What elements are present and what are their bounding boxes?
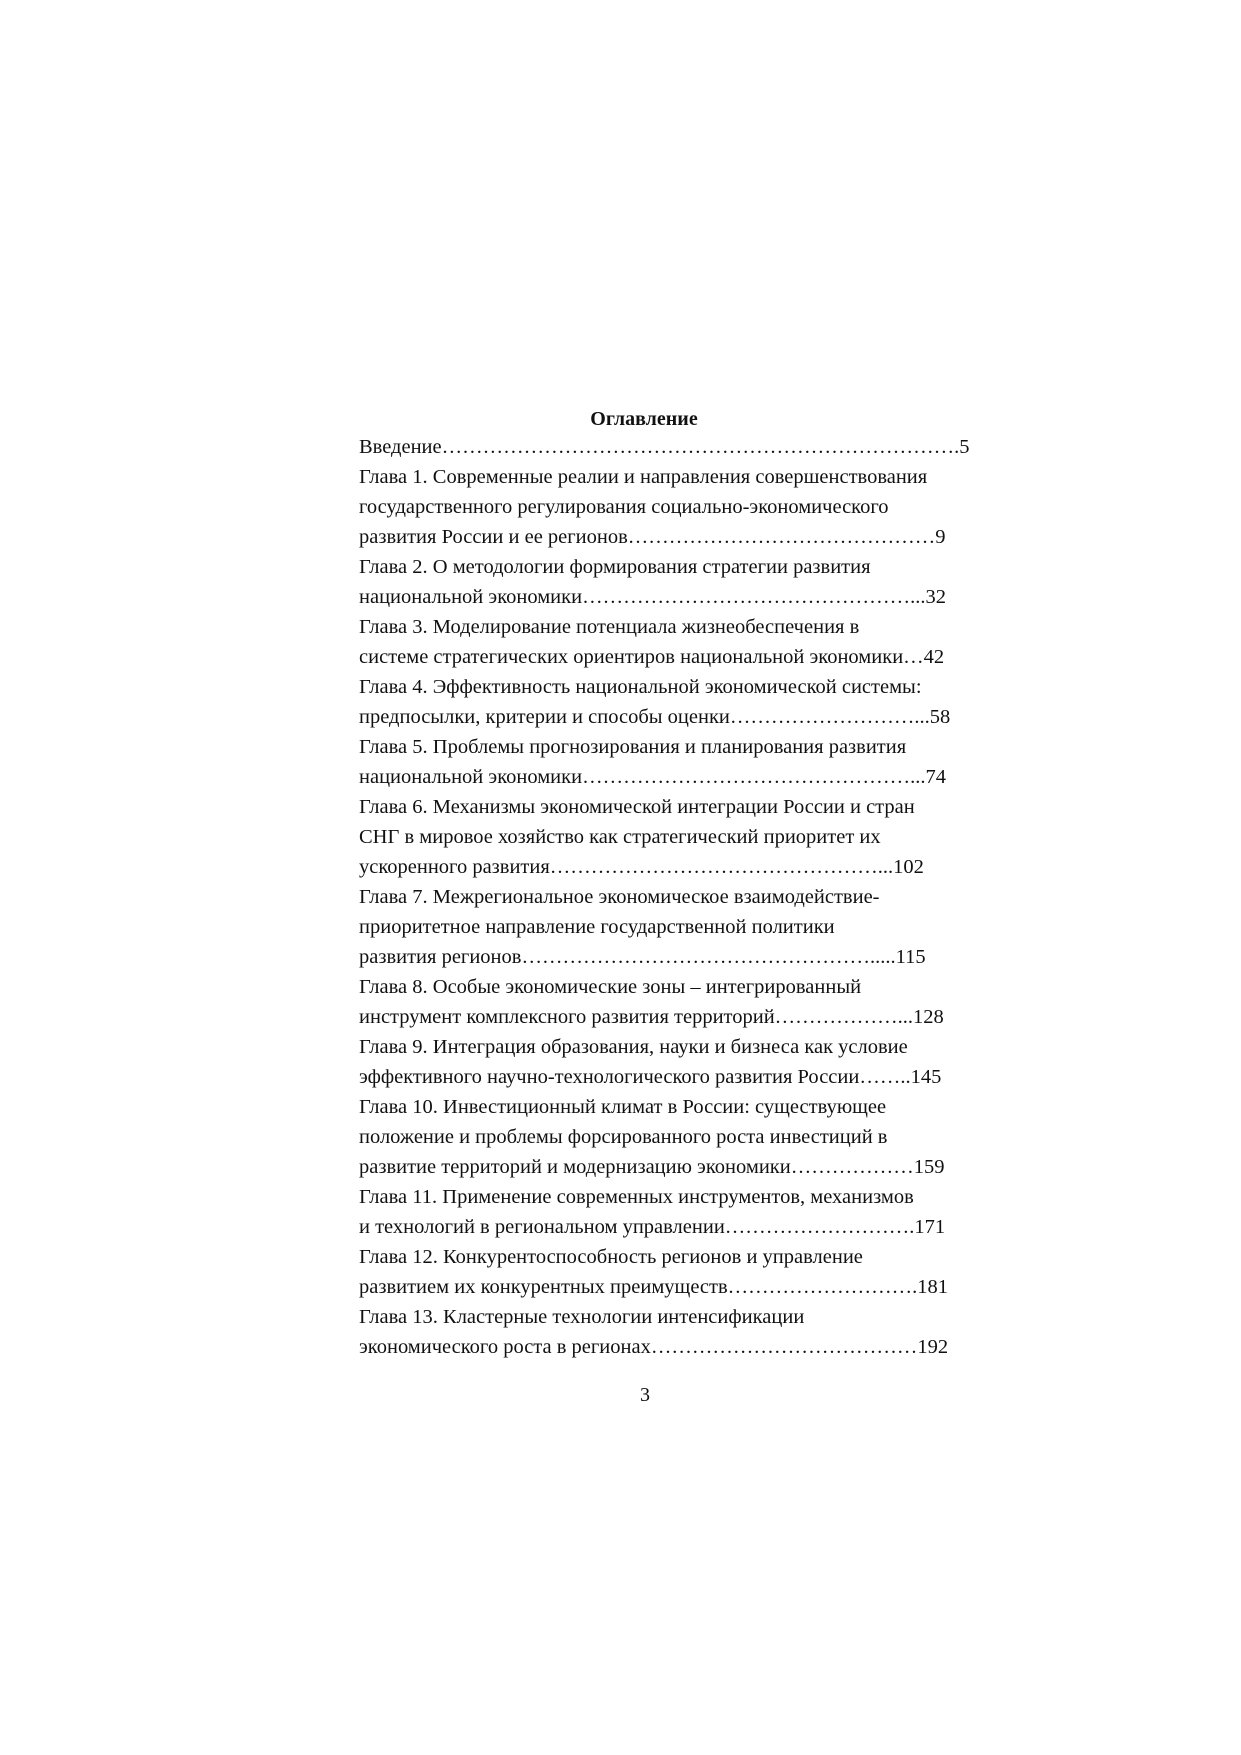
toc-line: Глава 9. Интеграция образования, науки и бизнеса как условие	[359, 1036, 908, 1058]
toc-line: Глава 12. Конкурентоспособность регионов и управление	[359, 1246, 863, 1268]
toc-line: Глава 3. Моделирование потенциала жизнеобеспечения в	[359, 616, 860, 638]
toc-line: эффективного научно-технологического развития России……..145	[359, 1066, 942, 1088]
toc-line: развития регионов…………………………………………….....115	[359, 946, 926, 968]
toc-line: инструмент комплексного развития территорий………………...128	[359, 1006, 944, 1028]
toc-title: Оглавление	[590, 408, 698, 430]
toc-line: Глава 13. Кластерные технологии интенсификации	[359, 1306, 805, 1328]
toc-line: Глава 1. Современные реалии и направления совершенствования	[359, 466, 928, 488]
toc-line: положение и проблемы форсированного роста инвестиций в	[359, 1126, 888, 1148]
toc-line: Глава 11. Применение современных инструментов, механизмов	[359, 1186, 914, 1208]
toc-line: Глава 7. Межрегиональное экономическое взаимодействие-	[359, 886, 880, 908]
toc-line: СНГ в мировое хозяйство как стратегический приоритет их	[359, 826, 881, 848]
toc-line: ускоренного развития…………………………………………...102	[359, 856, 924, 878]
toc-line: развитие территорий и модернизацию экономики………………159	[359, 1156, 945, 1178]
toc-line: развития России и ее регионов………………………………………9	[359, 526, 946, 548]
toc-line: приоритетное направление государственной политики	[359, 916, 835, 938]
toc-line: национальной экономики…………………………………………...74	[359, 766, 946, 788]
toc-line: Глава 5. Проблемы прогнозирования и планирования развития	[359, 736, 907, 758]
toc-line: Введение………………………………………………………………….5	[359, 436, 970, 458]
toc-line: Глава 8. Особые экономические зоны – интегрированный	[359, 976, 862, 998]
toc-line: предпосылки, критерии и способы оценки………………………...58	[359, 706, 951, 728]
toc-line: Глава 4. Эффективность национальной экономической системы:	[359, 676, 922, 698]
toc-line: национальной экономики…………………………………………...32	[359, 586, 946, 608]
toc-line: государственного регулирования социально-экономического	[359, 496, 889, 518]
toc-line: развитием их конкурентных преимуществ……………………….181	[359, 1276, 949, 1298]
toc-line: Глава 10. Инвестиционный климат в России: существующее	[359, 1096, 887, 1118]
toc-line: Глава 2. О методологии формирования стратегии развития	[359, 556, 871, 578]
toc-line: и технологий в региональном управлении……………………….171	[359, 1216, 946, 1238]
table-of-contents	[359, 432, 999, 1362]
toc-line: системе стратегических ориентиров национальной экономики…42	[359, 646, 945, 668]
page-number: 3	[640, 1384, 650, 1406]
toc-line: Глава 6. Механизмы экономической интеграции России и стран	[359, 796, 915, 818]
toc-line: экономического роста в регионах…………………………………192	[359, 1336, 949, 1358]
